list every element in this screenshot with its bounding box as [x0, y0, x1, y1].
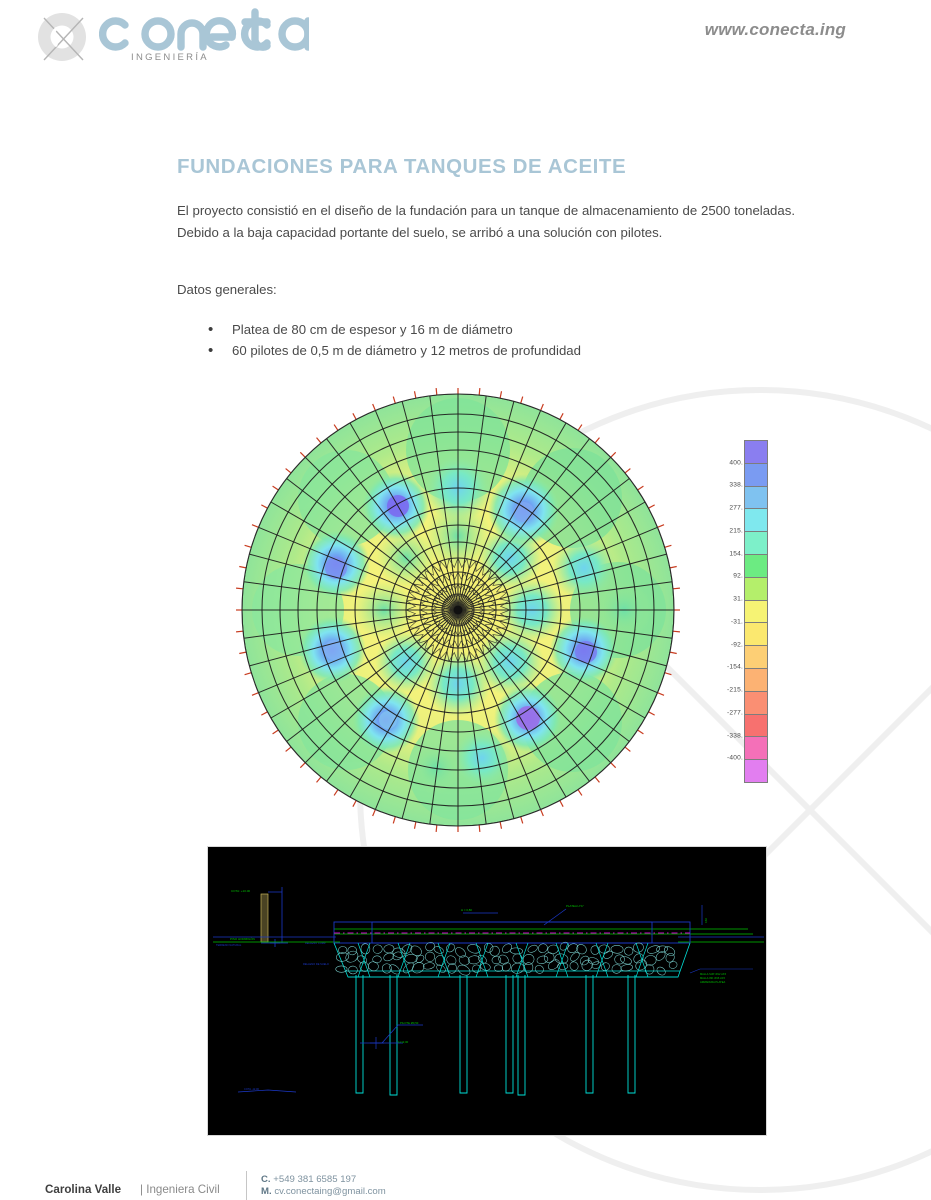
svg-text:MALLA INF. Ø16 c/15: MALLA INF. Ø16 c/15 [700, 977, 725, 980]
legend-tick-label: 215. [729, 527, 743, 535]
footer-email-label: M. [261, 1186, 272, 1197]
website-url[interactable]: www.conecta.ing [704, 20, 846, 39]
legend-band [745, 736, 767, 759]
svg-text:TERRENO NATURAL: TERRENO NATURAL [216, 944, 242, 947]
footer-role: | Ingeniera Civil [140, 1183, 220, 1196]
svg-text:RELLENO COMP.: RELLENO COMP. [305, 942, 326, 945]
legend-band [745, 486, 767, 509]
conecta-wordmark-icon [99, 6, 309, 54]
footer-email-value: cv.conectaing@gmail.com [274, 1186, 386, 1197]
svg-text:0,80: 0,80 [705, 918, 708, 923]
svg-text:COTA -12,00: COTA -12,00 [244, 1088, 259, 1091]
legend-band [745, 577, 767, 600]
contour-color-legend [720, 440, 768, 790]
list-item-label: Platea de 80 cm de espesor y 16 m de diámetro [232, 322, 513, 337]
logo-subtitle: INGENIERÍA [131, 52, 209, 63]
legend-band [745, 691, 767, 714]
svg-text:H = 0,80: H = 0,80 [461, 908, 473, 912]
legend-tick-label: -400. [726, 754, 743, 762]
svg-text:ARMADURA PLATEA: ARMADURA PLATEA [700, 981, 726, 984]
cad-section-drawing [208, 847, 766, 1135]
svg-text:PILOTE Ø0,50: PILOTE Ø0,50 [400, 1021, 419, 1025]
brand-logo[interactable] [37, 8, 307, 68]
legend-tick-label: -338. [726, 732, 743, 740]
page-title: FUNDACIONES PARA TANQUES DE ACEITE [177, 155, 627, 178]
svg-text:RELLENO DE SUELO: RELLENO DE SUELO [303, 963, 329, 966]
legend-tick-label: 154. [729, 550, 743, 558]
legend-tick-label: 338. [729, 481, 743, 489]
general-data-list [196, 319, 852, 361]
footer-phone[interactable] [261, 1174, 356, 1185]
svg-text:COTA: +10.00: COTA: +10.00 [231, 889, 251, 893]
legend-tick-label: 400. [729, 459, 743, 467]
legend-band [745, 463, 767, 486]
fem-contour-plot [236, 388, 680, 832]
bullet-icon: • [208, 321, 214, 338]
list-item [208, 319, 852, 340]
legend-band [745, 645, 767, 668]
legend-band [745, 441, 767, 463]
footer-phone-value: +549 381 6585 197 [273, 1174, 357, 1185]
legend-tick-label: -92. [730, 641, 743, 649]
list-item-label: 60 pilotes de 0,5 m de diámetro y 12 metros de profundidad [232, 343, 581, 358]
footer-name: Carolina Valle [45, 1183, 122, 1196]
legend-band [745, 508, 767, 531]
page-header [0, 0, 931, 80]
svg-text:L=12,00: L=12,00 [398, 1040, 409, 1044]
footer-phone-label: C. [261, 1174, 271, 1185]
legend-tick-label: 31. [733, 595, 743, 603]
legend-tick-label: 277. [729, 504, 743, 512]
legend-tick-label: 92. [733, 572, 743, 580]
footer-divider [246, 1171, 247, 1200]
legend-band [745, 531, 767, 554]
intro-paragraph: El proyecto consistió en el diseño de la fundación para un tanque de almacenamiento de 2500 toneladas. Debido a la baja capacidad portante del suelo, se arribó a una solución con pilotes. [177, 203, 795, 240]
svg-text:PISO HORMIGÓN: PISO HORMIGÓN [230, 937, 255, 941]
legend-band [745, 554, 767, 577]
legend-tick-label: -215. [726, 686, 743, 694]
legend-tick-label: -277. [726, 709, 743, 717]
legend-band [745, 714, 767, 737]
legend-band [745, 668, 767, 691]
legend-band [745, 600, 767, 623]
legend-band [745, 622, 767, 645]
conecta-mark-icon [37, 10, 92, 65]
list-item [208, 340, 852, 361]
page-footer [0, 1174, 931, 1200]
legend-band [745, 759, 767, 782]
svg-text:MALLA SUP. Ø12 c/15: MALLA SUP. Ø12 c/15 [700, 973, 727, 976]
legend-tick-label: -154. [726, 663, 743, 671]
general-data-heading: Datos generales: [177, 282, 277, 297]
footer-email[interactable] [261, 1186, 386, 1197]
svg-text:PLATEA H°A°: PLATEA H°A° [566, 904, 584, 908]
legend-tick-label: -31. [730, 618, 743, 626]
legend-color-bar [744, 440, 768, 783]
bullet-icon: • [208, 342, 214, 359]
